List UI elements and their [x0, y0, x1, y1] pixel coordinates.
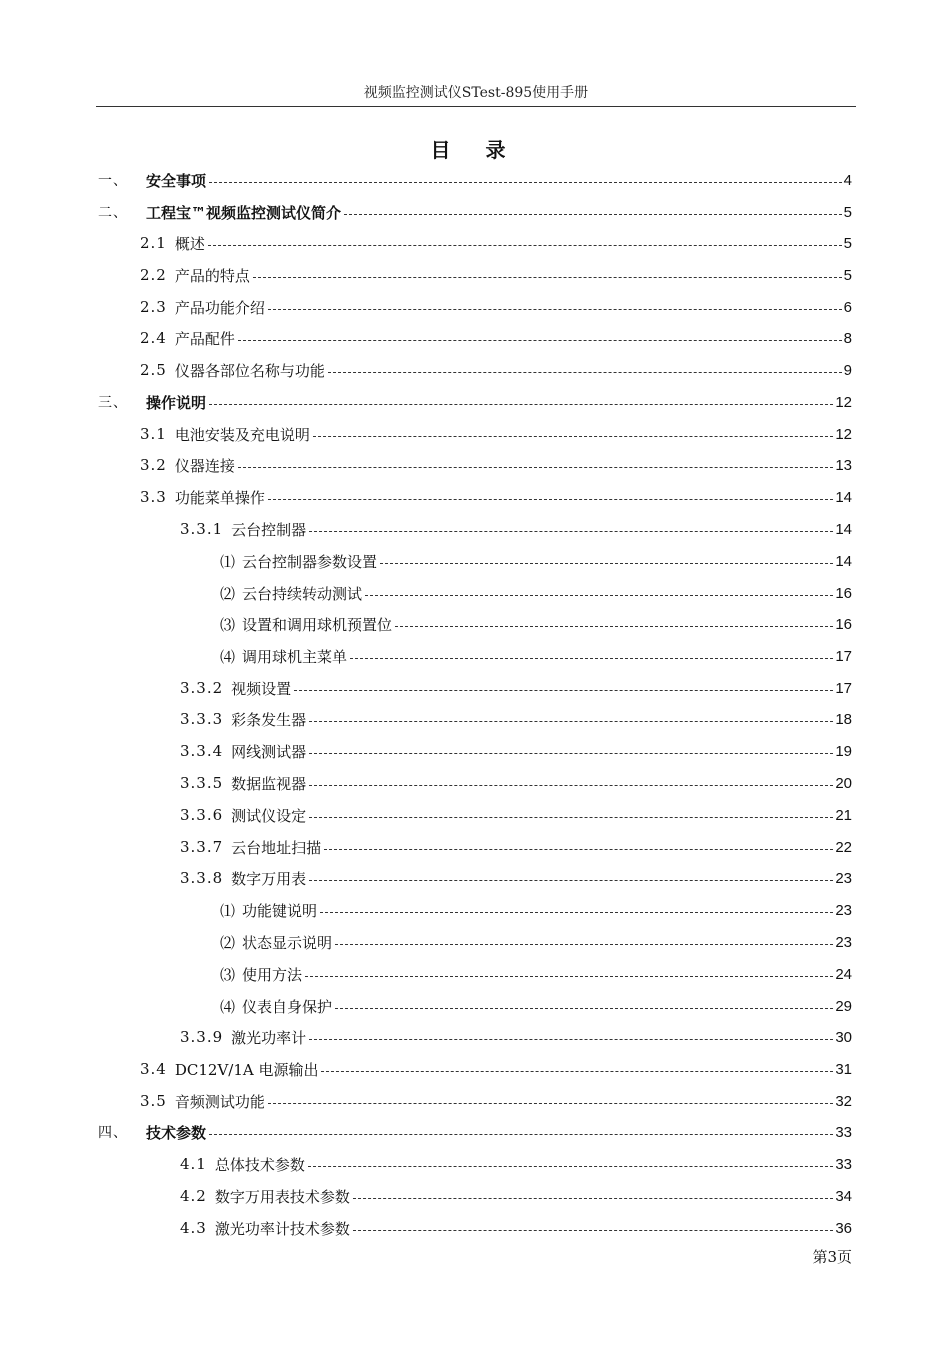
toc-entry[interactable] — [140, 291, 852, 323]
toc-leader-dots — [294, 690, 833, 691]
toc-entry-page: 9 — [843, 361, 852, 379]
toc-entry[interactable] — [140, 418, 852, 450]
toc-entry[interactable] — [180, 831, 852, 863]
toc-entry-number: 3.2 — [140, 456, 167, 474]
toc-entry[interactable] — [140, 449, 852, 481]
toc-entry-number: 3.1 — [140, 425, 167, 443]
toc-leader-dots — [324, 849, 833, 850]
toc-entry-number: 2.1 — [140, 234, 167, 252]
toc-leader-dots — [313, 436, 833, 437]
toc-entry-number: ⑷ — [220, 647, 237, 666]
toc-entry[interactable] — [220, 577, 852, 609]
toc-entry-number: 3.3 — [140, 488, 167, 506]
toc-entry-page: 8 — [843, 329, 852, 347]
toc-entry-page: 18 — [835, 710, 852, 728]
toc-leader-dots — [353, 1198, 833, 1199]
toc-entry[interactable] — [220, 894, 852, 926]
toc-entry-page: 20 — [835, 774, 852, 792]
toc-leader-dots — [268, 1103, 833, 1104]
toc-entry-number: 3.4 — [140, 1060, 167, 1078]
toc-entry-page: 36 — [835, 1219, 852, 1237]
toc-entry-title: 仪器各部位名称与功能 — [174, 361, 325, 380]
toc-entry-title: 设置和调用球机预置位 — [242, 615, 393, 634]
toc-entry[interactable] — [98, 1116, 852, 1148]
toc-entry[interactable] — [140, 1085, 852, 1117]
toc-entry[interactable] — [220, 958, 852, 990]
toc-entry-page: 23 — [835, 933, 852, 951]
toc-entry[interactable] — [180, 703, 852, 735]
toc-entry-number: ⑷ — [220, 997, 237, 1016]
toc-entry[interactable] — [140, 322, 852, 354]
toc-entry-title: 调用球机主菜单 — [242, 647, 348, 666]
toc-entry-title: 概述 — [174, 234, 205, 253]
toc-entry-number: 2.4 — [140, 329, 167, 347]
toc-leader-dots — [309, 785, 833, 786]
toc-entry-page: 12 — [835, 425, 852, 443]
toc-entry-title: 音频测试功能 — [174, 1092, 265, 1111]
toc-entry-page: 21 — [835, 806, 852, 824]
toc-entry[interactable] — [140, 227, 852, 259]
toc-entry-page: 14 — [835, 552, 852, 570]
toc-entry-number: 3.5 — [140, 1092, 167, 1110]
toc-leader-dots — [209, 182, 842, 183]
toc-entry-title: 总体技术参数 — [214, 1155, 305, 1174]
toc-entry[interactable] — [180, 513, 852, 545]
toc-entry-title: 功能键说明 — [242, 901, 318, 920]
toc-entry-page: 32 — [835, 1092, 852, 1110]
toc-leader-dots — [320, 912, 833, 913]
toc-leader-dots — [209, 1134, 833, 1135]
toc-entry-number: 4.1 — [180, 1155, 207, 1173]
toc-entry-number: 3.3.1 — [180, 520, 224, 538]
toc-leader-dots — [238, 340, 842, 341]
toc-entry[interactable] — [140, 1053, 852, 1085]
toc-entry[interactable] — [140, 354, 852, 386]
toc-entry-number: 3.3.8 — [180, 869, 224, 887]
toc-entry-title: 云台控制器 — [231, 520, 307, 539]
toc-entry[interactable] — [220, 608, 852, 640]
toc-entry-title: 测试仪设定 — [231, 806, 307, 825]
toc-entry-page: 4 — [843, 171, 852, 189]
toc-entry[interactable] — [180, 1148, 852, 1180]
toc-entry-number: 4.2 — [180, 1187, 207, 1205]
toc-leader-dots — [309, 1039, 833, 1040]
toc-leader-dots — [209, 404, 833, 405]
toc-entry-number: 3.3.5 — [180, 774, 224, 792]
toc-leader-dots — [309, 880, 833, 881]
toc-leader-dots — [395, 626, 833, 627]
toc-entry[interactable] — [220, 926, 852, 958]
toc-entry-title: 网线测试器 — [231, 742, 307, 761]
toc-entry-title: 仪表自身保护 — [242, 997, 333, 1016]
toc-entry-title: 技术参数 — [146, 1123, 207, 1142]
toc-leader-dots — [305, 976, 833, 977]
toc-entry-number: ⑶ — [220, 965, 237, 984]
toc-entry-title: 产品的特点 — [174, 266, 250, 285]
toc-leader-dots — [380, 563, 833, 564]
toc-entry-page: 33 — [835, 1123, 852, 1141]
toc-entry-title: 操作说明 — [146, 393, 207, 412]
toc-entry-page: 17 — [835, 647, 852, 665]
running-header: 视频监控测试仪STest-895使用手册 — [363, 85, 589, 101]
toc-leader-dots — [253, 277, 842, 278]
toc-entry-page: 24 — [835, 965, 852, 983]
toc-entry-page: 31 — [835, 1060, 852, 1078]
toc-entry-page: 29 — [835, 997, 852, 1015]
toc-entry-page: 23 — [835, 869, 852, 887]
toc-entry-title: 功能菜单操作 — [174, 488, 265, 507]
toc-leader-dots — [365, 595, 833, 596]
toc-leader-dots — [309, 531, 833, 532]
toc-entry[interactable] — [180, 1180, 852, 1212]
toc-entry-number: ⑵ — [220, 933, 237, 952]
toc-entry[interactable] — [98, 196, 852, 228]
toc-entry-title: 电池安装及充电说明 — [174, 425, 310, 444]
toc-entry[interactable] — [180, 735, 852, 767]
toc-entry-title: 产品功能介绍 — [174, 298, 265, 317]
toc-entry-page: 5 — [843, 234, 852, 252]
toc-leader-dots — [268, 309, 842, 310]
toc-leader-dots — [208, 245, 842, 246]
toc-leader-dots — [328, 372, 842, 373]
toc-entry[interactable] — [98, 164, 852, 196]
toc-entry[interactable] — [220, 545, 852, 577]
toc-entry-title: 激光功率计 — [231, 1028, 307, 1047]
toc-entry-number: 3.3.9 — [180, 1028, 224, 1046]
toc-entry-title: 数字万用表 — [231, 869, 307, 888]
toc-leader-dots — [309, 753, 833, 754]
toc-leader-dots — [335, 1008, 833, 1009]
toc-entry-page: 16 — [835, 584, 852, 602]
toc-leader-dots — [268, 499, 833, 500]
toc-leader-dots — [308, 1166, 833, 1167]
toc-entry-page: 5 — [843, 266, 852, 284]
toc-entry-number: 二、 — [98, 205, 128, 221]
toc-entry-page: 17 — [835, 679, 852, 697]
toc-entry-number: 4.3 — [180, 1219, 207, 1237]
toc-entry-page: 22 — [835, 838, 852, 856]
toc-leader-dots — [344, 214, 842, 215]
toc-entry-number: 2.5 — [140, 361, 167, 379]
toc-entry-number: 四、 — [98, 1125, 128, 1141]
toc-entry-title: 数据监视器 — [231, 774, 307, 793]
toc-entry[interactable] — [180, 862, 852, 894]
toc-entry-number: 3.3.2 — [180, 679, 224, 697]
toc-entry-title: 安全事项 — [146, 171, 207, 190]
toc-entry-page: 14 — [835, 520, 852, 538]
toc-entry-title: 彩条发生器 — [231, 710, 307, 729]
toc-entry-page: 12 — [835, 393, 852, 411]
toc-entry[interactable] — [180, 1021, 852, 1053]
toc-leader-dots — [335, 944, 833, 945]
toc-entry-title: DC12V/1A 电源输出 — [174, 1060, 319, 1079]
toc-entry-number: ⑶ — [220, 615, 237, 634]
toc-entry-number: 3.3.6 — [180, 806, 224, 824]
toc-entry-title: 激光功率计技术参数 — [214, 1219, 350, 1238]
toc-entry-title: 工程宝™视频监控测试仪简介 — [146, 203, 342, 222]
toc-entry-number: 2.3 — [140, 298, 167, 316]
toc-entry-page: 33 — [835, 1155, 852, 1173]
toc-entry[interactable] — [98, 386, 852, 418]
toc-entry-page: 23 — [835, 901, 852, 919]
toc-entry-number: 3.3.7 — [180, 838, 224, 856]
toc-entry-number: ⑵ — [220, 584, 237, 603]
toc-entry-title: 数字万用表技术参数 — [214, 1187, 350, 1206]
toc-entry-title: 状态显示说明 — [242, 933, 333, 952]
toc-entry-page: 30 — [835, 1028, 852, 1046]
toc-entry[interactable] — [180, 767, 852, 799]
page-number: 第3页 — [812, 1248, 852, 1266]
toc-leader-dots — [321, 1071, 833, 1072]
toc-entry-number: ⑴ — [220, 552, 237, 571]
toc-entry-page: 34 — [835, 1187, 852, 1205]
toc-entry-page: 14 — [835, 488, 852, 506]
toc-leader-dots — [309, 817, 833, 818]
toc-entry-number: 一、 — [98, 173, 128, 189]
toc-leader-dots — [238, 467, 833, 468]
toc-entry[interactable] — [220, 640, 852, 672]
toc-leader-dots — [309, 721, 833, 722]
toc-entry-number: ⑴ — [220, 901, 237, 920]
toc-entry[interactable] — [140, 259, 852, 291]
toc-entry-title: 云台控制器参数设置 — [242, 552, 378, 571]
toc-entry-title: 使用方法 — [242, 965, 303, 984]
toc-entry-page: 19 — [835, 742, 852, 760]
toc-title: 目 录 — [430, 138, 520, 162]
toc-entry-page: 16 — [835, 615, 852, 633]
toc-entry[interactable] — [140, 481, 852, 513]
toc-entry-title: 云台地址扫描 — [231, 838, 322, 857]
toc-entry-number: 3.3.3 — [180, 710, 224, 728]
toc-leader-dots — [350, 658, 833, 659]
toc-entry-page: 6 — [843, 298, 852, 316]
toc-entry[interactable] — [180, 799, 852, 831]
toc-leader-dots — [353, 1230, 833, 1231]
toc-entry-title: 产品配件 — [174, 329, 235, 348]
toc-entry-title: 云台持续转动测试 — [242, 584, 363, 603]
toc-entry-title: 视频设置 — [231, 679, 292, 698]
toc-entry-title: 仪器连接 — [174, 456, 235, 475]
toc-entry-page: 13 — [835, 456, 852, 474]
header-divider — [96, 106, 856, 107]
toc-entry-number: 3.3.4 — [180, 742, 224, 760]
toc-entry-number: 三、 — [98, 395, 128, 411]
toc-entry[interactable] — [180, 1212, 852, 1244]
toc-entry-page: 5 — [843, 203, 852, 221]
toc-entry[interactable] — [180, 672, 852, 704]
toc-entry[interactable] — [220, 990, 852, 1022]
toc-entry-number: 2.2 — [140, 266, 167, 284]
